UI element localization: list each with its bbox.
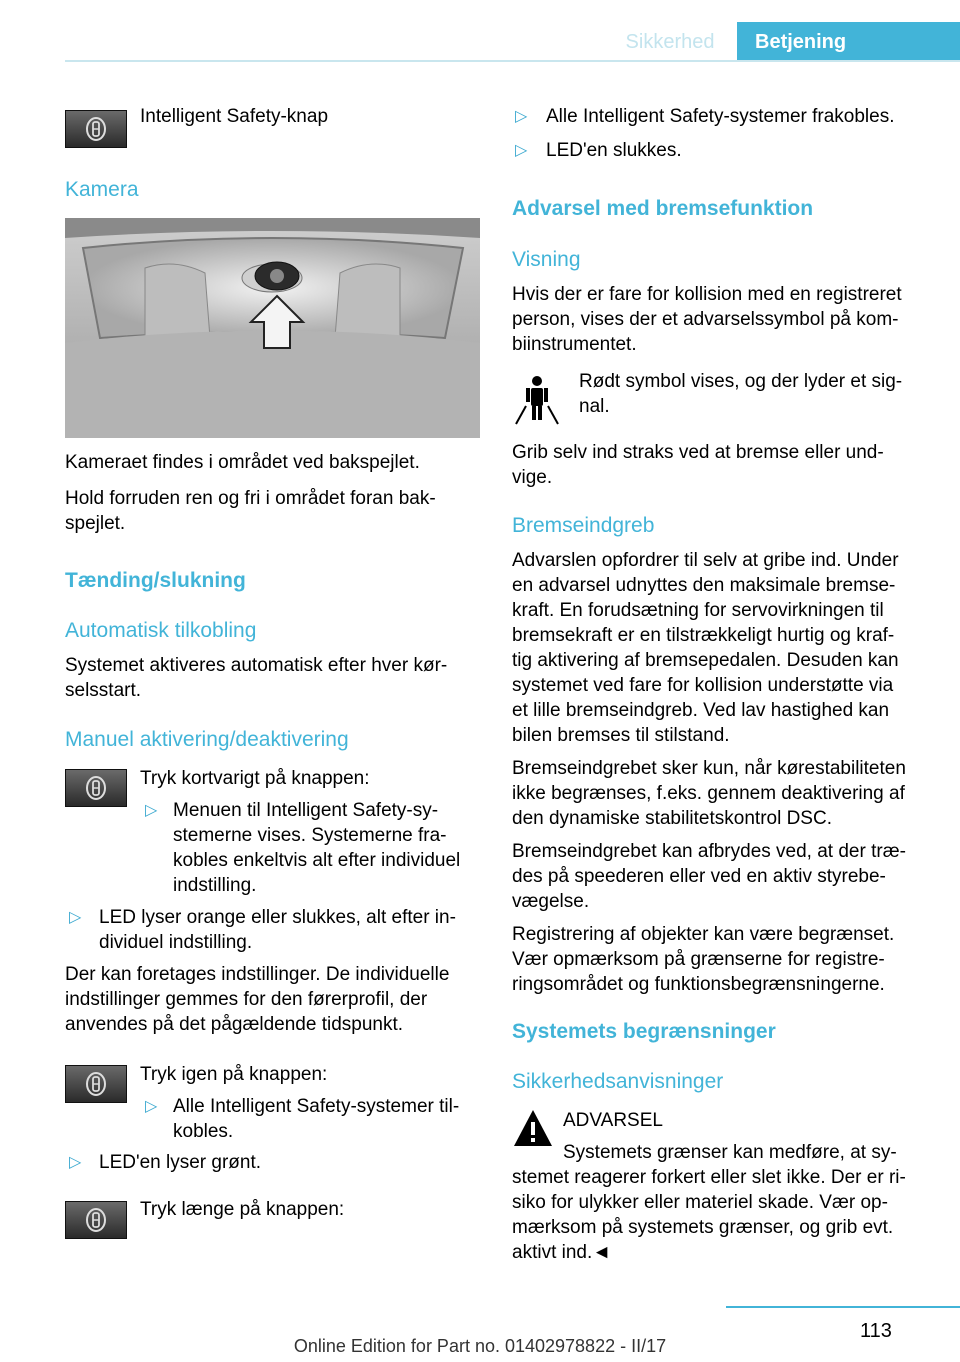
afbryd-line-1: Bremseindgrebet kan afbrydes ved, at der træ- [512,841,906,862]
intelligent-safety-button-icon [65,110,127,148]
indstillinger-line-2: indstillinger gemmes for den førerprofil, der [65,989,428,1010]
advarsel-line-4: mærksom på systemets grænser, og grib evt. [512,1217,894,1238]
advarsel-label: ADVARSEL [563,1110,663,1131]
advarsel-line-1: Systemets grænser kan medføre, at sy- [563,1142,897,1163]
heading-bremseindgreb: Bremseindgreb [512,514,655,537]
page-number: 113 [860,1320,892,1342]
sker-line-2: ikke begrænses, f.eks. gennem deaktivering af [512,783,905,804]
bullet-1-line-2: stemerne vises. Systemerne fra- [173,825,447,846]
rodt-line-2: nal. [579,396,610,417]
bullet-2-line-2: dividuel indstilling. [99,932,253,953]
grib-line-1: Grib selv ind straks ved at bremse eller und- [512,442,884,463]
sker-line-3: den dynamiske stabilitetskontrol DSC. [512,808,832,829]
heading-advarsel: Advarsel med bremsefunktion [512,197,814,220]
afbryd-line-3: vægelse. [512,891,590,912]
button-caption: Intelligent Safety-knap [140,106,329,127]
bremse-line-5: tig aktivering af bremsepedalen. Desuden kan [512,650,899,671]
rodt-line-1: Rødt symbol vises, og der lyder et sig- [579,371,903,392]
auto-line-2: selsstart. [65,680,142,701]
kamera-paragraph-2b: spejlet. [65,513,126,534]
bullet-icon: ▷ [69,909,82,926]
bullet-2-line-1: LED lyser orange eller slukkes, alt efter in- [99,907,456,928]
indstillinger-line-1: Der kan foretages indstillinger. De individuelle [65,964,450,985]
afbryd-line-2: des på speederen eller ved en aktiv styrebe- [512,866,886,887]
tryk-igen: Tryk igen på knappen: [140,1064,328,1085]
visning-line-2: person, vises der et advarselssymbol på kom- [512,309,899,330]
bullet-icon: ▷ [145,1098,158,1115]
kamera-paragraph-2a: Hold forruden ren og fri i området foran bak- [65,488,436,509]
tab-sikkerhed[interactable]: Sikkerhed [625,31,715,53]
intelligent-safety-button-icon [65,1065,127,1103]
footer-text: Online Edition for Part no. 01402978822 - II/17 [293,1336,667,1356]
bullet-3-line-2: kobles. [173,1121,234,1142]
advarsel-line-2: stemet reagerer forkert eller slet ikke. Der er ri- [512,1167,906,1188]
footer-divider [726,1306,960,1308]
heading-sikkerhed: Sikkerhedsanvisninger [512,1070,724,1093]
sker-line-1: Bremseindgrebet sker kun, når kørestabiliteten [512,758,906,779]
bullet-4: LED'en lyser grønt. [99,1152,262,1173]
bullet-icon: ▷ [145,802,158,819]
bullet-3-line-1: Alle Intelligent Safety-systemer til- [173,1096,460,1117]
bremse-line-1: Advarslen opfordrer til selv at gribe ind. Under [512,550,899,571]
indstillinger-line-3: anvendes på det pågældende tidspunkt. [65,1014,404,1035]
bremse-line-2: en advarsel udnyttes den maksimale bremse- [512,575,896,596]
heading-graenser: Systemets begrænsninger [512,1020,776,1043]
tryk-laenge: Tryk længe på knappen: [140,1199,345,1220]
warning-triangle-icon [512,1108,554,1148]
advarsel-line-3: siko for ulykker eller materiel skade. Vær op- [512,1192,888,1213]
grib-line-2: vige. [512,467,553,488]
bullet-1-line-4: indstilling. [173,875,257,896]
heading-manuel: Manuel aktivering/deaktivering [65,728,349,751]
auto-line-1: Systemet aktiveres automatisk efter hver kør- [65,655,448,676]
heading-automatisk: Automatisk tilkobling [65,619,257,642]
intelligent-safety-button-icon [65,1201,127,1239]
camera-photo [65,218,480,438]
registrering-line-2: Vær opmærksom på grænserne for registre- [512,949,885,970]
heading-visning: Visning [512,248,581,271]
heading-taending: Tænding/slukning [65,569,246,592]
visning-line-1: Hvis der er fare for kollision med en registreret [512,284,902,305]
tab-betjening[interactable]: Betjening [737,22,960,62]
bremse-line-6: systemet ved fare for kollision understøtte via [512,675,894,696]
registrering-line-3: ringsområdet og funktionsbegrænsningerne. [512,974,885,995]
header-divider [65,60,960,62]
bullet-1-line-1: Menuen til Intelligent Safety-sy- [173,800,439,821]
advarsel-line-5: aktivt ind.◄ [512,1242,612,1263]
registrering-line-1: Registrering af objekter kan være begrænset. [512,924,895,945]
pedestrian-warning-icon [512,370,562,426]
bullet-1-line-3: kobles enkeltvis alt efter individuel [173,850,461,871]
bullet-icon: ▷ [515,142,528,159]
bremse-line-4: bremsekraft er en tilstrækkeligt hurtig og kraf- [512,625,895,646]
bullet-icon: ▷ [69,1154,82,1171]
bremse-line-8: bilen bremses til stilstand. [512,725,730,746]
heading-kamera: Kamera [65,178,139,201]
intelligent-safety-button-icon [65,769,127,807]
bremse-line-7: et lille bremseindgreb. Ved lav hastighed kan [512,700,890,721]
tryk-kortvarigt: Tryk kortvarigt på knappen: [140,768,370,789]
bremse-line-3: kraft. En forudsætning for servovirkningen til [512,600,884,621]
bullet-icon: ▷ [515,108,528,125]
kamera-paragraph-1: Kameraet findes i området ved bakspejlet. [65,452,420,473]
bullet-6: LED'en slukkes. [546,140,682,161]
bullet-5: Alle Intelligent Safety-systemer frakobles. [546,106,895,127]
visning-line-3: biinstrumentet. [512,334,637,355]
